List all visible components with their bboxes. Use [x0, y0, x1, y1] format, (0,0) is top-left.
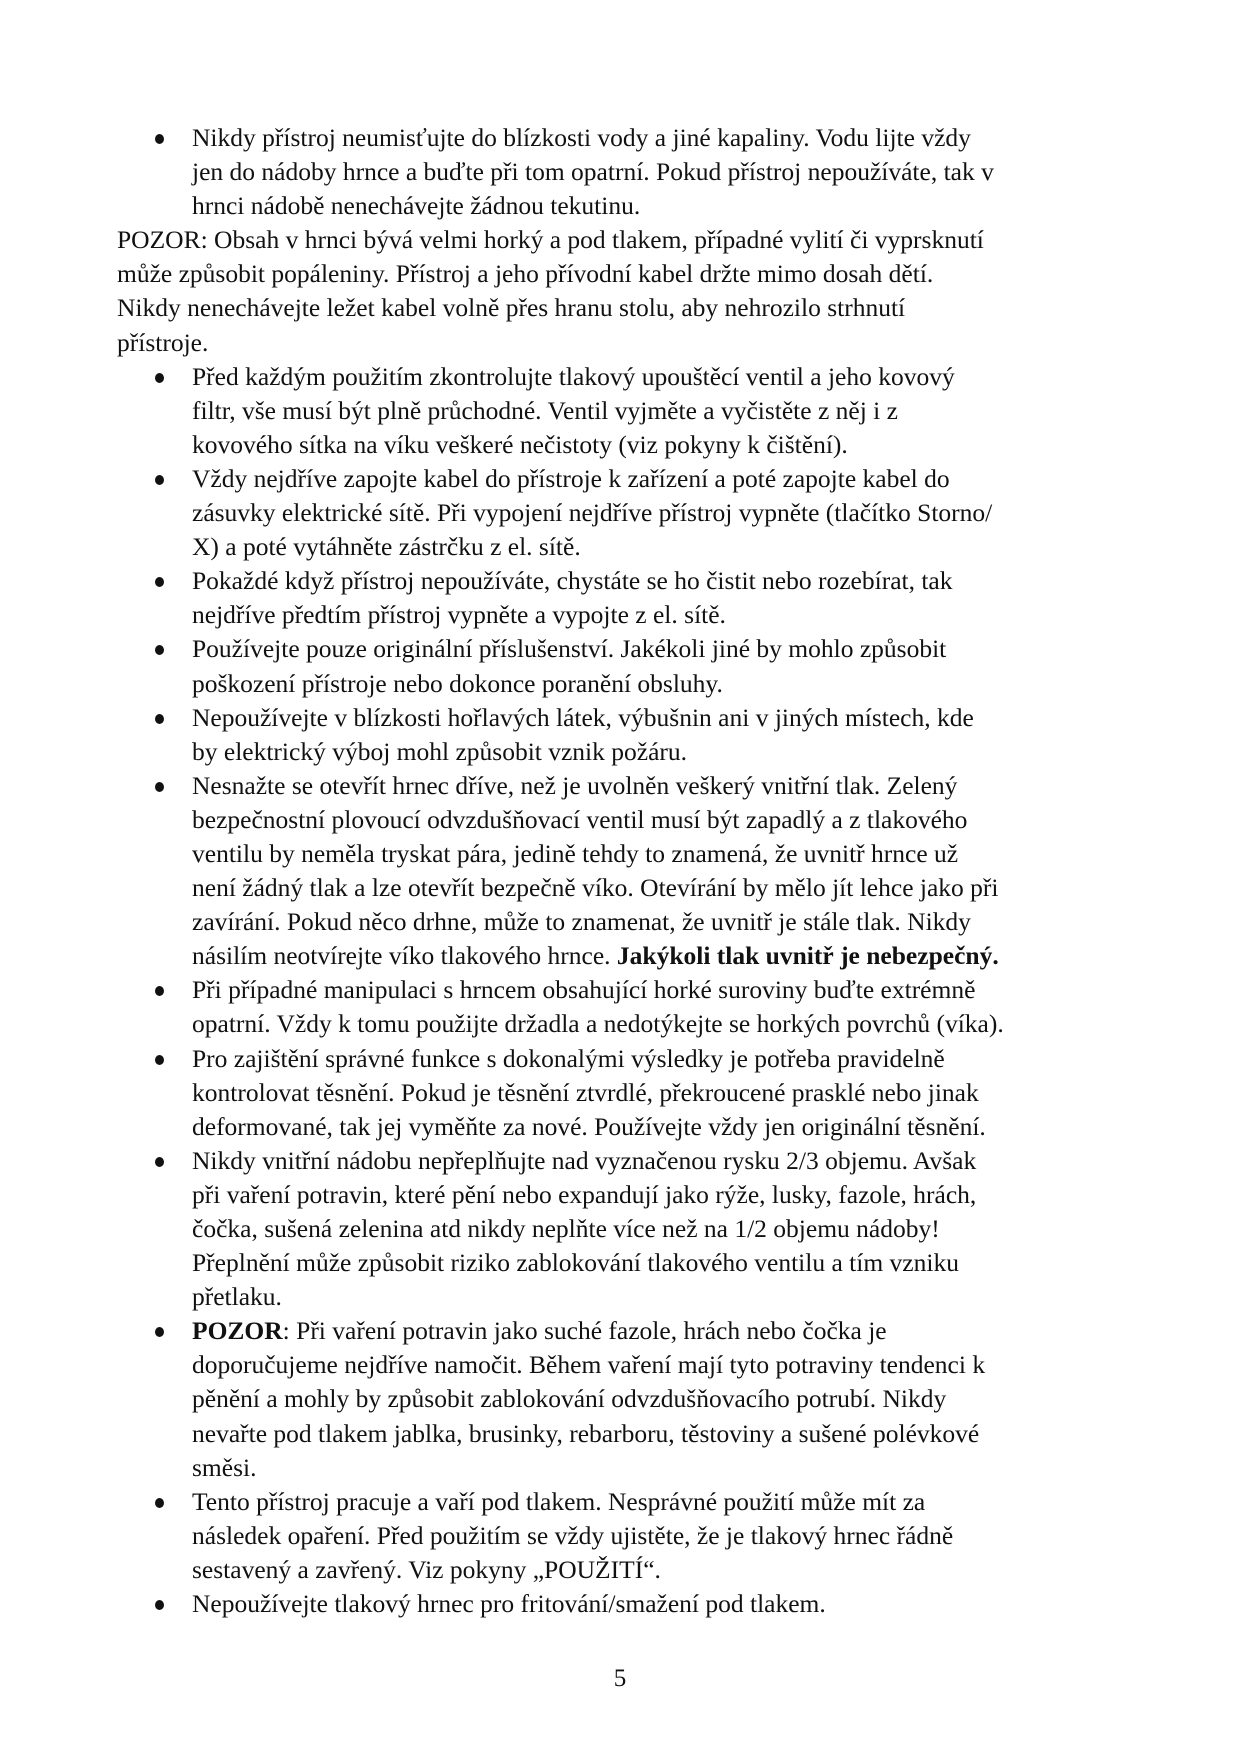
paragraph [117, 223, 1127, 359]
text-line [117, 530, 1127, 564]
text-line [117, 1110, 1127, 1144]
text-line [117, 905, 1127, 939]
line-text: Nikdy nenechávejte ležet kabel volně přes hranu stolu, aby nehrozilo strhnutí [117, 293, 906, 323]
text-line [117, 1451, 1127, 1485]
text-line [117, 735, 1127, 769]
text-line [117, 1519, 1127, 1553]
line-text: ventilu by neměla tryskat pára, jedině tehdy to znamená, že uvnitř hrnce už [192, 838, 959, 868]
text-line [117, 462, 1127, 496]
line-text: čočka, sušená zelenina atd nikdy neplňte více než na 1/2 objemu nádoby! [192, 1214, 940, 1243]
line-text: Vždy nejdříve zapojte kabel do přístroje k zařízení a poté zapojte kabel do [192, 463, 950, 493]
line-text: pěnění a mohly by způsobit zablokování odvzdušňovacího potrubí. Nikdy [192, 1384, 947, 1414]
text-line [117, 121, 1127, 155]
line-text: Pro zajištění správné funkce s dokonalými výsledky je potřeba pravidelně [192, 1043, 945, 1073]
text-line [117, 360, 1127, 394]
line-text: X) a poté vytáhněte zástrčku z el. sítě. [192, 532, 581, 562]
line-text: opatrní. Vždy k tomu použijte držadla a nedotýkejte se horkých povrchů (víka). [192, 1009, 1004, 1039]
line-text: Přeplnění může způsobit riziko zablokování tlakového ventilu a tím vzniku [192, 1248, 959, 1278]
text-line [117, 257, 1127, 291]
bullet-item [117, 1314, 1127, 1484]
bullet-item [117, 564, 1127, 632]
line-text: Tento přístroj pracuje a vaří pod tlakem. Nesprávné použití může mít za [192, 1486, 926, 1516]
line-text: Pokaždé když přístroj nepoužíváte, chystáte se ho čistit nebo rozebírat, tak [192, 566, 953, 596]
bullet-icon [155, 714, 164, 724]
text-line [117, 973, 1127, 1007]
line-text: přetlaku. [192, 1282, 282, 1312]
line-text: kovového sítka na víku veškeré nečistoty (viz pokyny k čištění). [192, 429, 848, 459]
text-line [117, 189, 1127, 223]
text-line [117, 769, 1127, 803]
line-text: hrnci nádobě nenechávejte žádnou tekutinu. [192, 191, 641, 221]
text-line [117, 1348, 1127, 1382]
bullet-item [117, 1587, 1127, 1621]
text-line [117, 1485, 1127, 1519]
text-line [117, 701, 1127, 735]
line-text: nejdříve předtím přístroj vypněte a vypojte z el. sítě. [192, 600, 726, 630]
line-text: deformované, tak jej vyměňte za nové. Používejte vždy jen originální těsnění. [192, 1111, 986, 1141]
line-text: kontrolovat těsnění. Pokud je těsnění ztvrdlé, překroucené prasklé nebo jinak [192, 1077, 979, 1107]
line-text: při vaření potravin, které pění nebo expandují jako rýže, lusky, fazole, hrách, [192, 1179, 977, 1209]
bullet-item [117, 1485, 1127, 1587]
text-line [117, 871, 1127, 905]
line-text: zavírání. Pokud něco drhne, může to znamenat, že uvnitř je stále tlak. Nikdy [192, 907, 971, 937]
line-text: Nikdy vnitřní nádobu nepřeplňujte nad vyznačenou rysku 2/3 objemu. Avšak [192, 1145, 977, 1175]
line-text: nevařte pod tlakem jablka, brusinky, rebarboru, těstoviny a sušené polévkové [192, 1418, 980, 1448]
text-line [117, 667, 1127, 701]
text-line [117, 428, 1127, 462]
text-line [117, 564, 1127, 598]
text-line [117, 223, 1127, 257]
text-line [117, 1212, 1127, 1246]
bullet-icon [155, 475, 164, 485]
bullet-icon [155, 1498, 164, 1508]
line-text: POZOR: Obsah v hrnci bývá velmi horký a pod tlakem, případné vylití či vyprsknutí [117, 225, 984, 255]
line-text: může způsobit popáleniny. Přístroj a jeho přívodní kabel držte mimo dosah dětí. [117, 259, 934, 289]
text-line [117, 394, 1127, 428]
line-text: sestavený a zavřený. Viz pokyny „POUŽITÍ“. [192, 1554, 661, 1584]
bullet-item [117, 1042, 1127, 1144]
bullet-item [117, 973, 1127, 1041]
bullet-item [117, 632, 1127, 700]
line-text: poškození přístroje nebo dokonce poranění obsluhy. [192, 668, 723, 698]
text-line [117, 939, 1127, 973]
line-text: Nesnažte se otevřít hrnec dříve, než je uvolněn veškerý vnitřní tlak. Zelený [192, 770, 958, 800]
bullet-icon [155, 782, 164, 792]
document-body [117, 121, 1127, 1621]
bullet-item [117, 1144, 1127, 1314]
line-text: Před každým použitím zkontrolujte tlakový upouštěcí ventil a jeho kovový [192, 361, 955, 391]
bold-lead: POZOR [192, 1316, 283, 1346]
bullet-icon [155, 134, 164, 144]
line-text: by elektrický výboj mohl způsobit vznik požáru. [192, 736, 688, 766]
text-line [117, 326, 1127, 360]
line-text: : Při vaření potravin jako suché fazole, hrách nebo čočka je [282, 1316, 887, 1346]
line-text: Při případné manipulaci s hrncem obsahující horké suroviny buďte extrémně [192, 975, 976, 1005]
text-line [117, 496, 1127, 530]
text-line [117, 1076, 1127, 1110]
line-text: filtr, vše musí být plně průchodné. Ventil vyjměte a vyčistěte z něj i z [192, 395, 898, 425]
line-text: Nepoužívejte v blízkosti hořlavých látek, výbušnin ani v jiných místech, kde [192, 702, 974, 732]
text-line [117, 1382, 1127, 1416]
text-line [117, 1314, 1127, 1348]
text-line [117, 155, 1127, 189]
line-text: bezpečnostní plovoucí odvzdušňovací ventil musí být zapadlý a z tlakového [192, 804, 968, 834]
page-number: 5 [613, 1665, 627, 1692]
bullet-icon [155, 373, 164, 383]
bold-warning: Jakýkoli tlak uvnitř je nebezpečný. [616, 941, 999, 971]
text-line [117, 837, 1127, 871]
text-line [117, 598, 1127, 632]
text-line [117, 1144, 1127, 1178]
text-line [117, 1417, 1127, 1451]
text-line [117, 1246, 1127, 1280]
line-text: násilím neotvírejte víko tlakového hrnce. [192, 941, 617, 971]
text-line [117, 1042, 1127, 1076]
line-text: Nepoužívejte tlakový hrnec pro fritování/smažení pod tlakem. [192, 1589, 826, 1619]
line-text: jen do nádoby hrnce a buďte při tom opatrní. Pokud přístroj nepoužíváte, tak v [192, 157, 994, 187]
bullet-icon [155, 1600, 164, 1610]
text-line [117, 803, 1127, 837]
bullet-item [117, 701, 1127, 769]
bullet-icon [155, 1055, 164, 1065]
text-line [117, 1280, 1127, 1314]
line-text: směsi. [192, 1452, 257, 1482]
line-text: není žádný tlak a lze otevřít bezpečně víko. Otevírání by mělo jít lehce jako při [192, 873, 999, 903]
line-text: Nikdy přístroj neumisťujte do blízkosti vody a jiné kapaliny. Vodu lijte vždy [192, 123, 971, 152]
bullet-icon [155, 1157, 164, 1167]
line-text: přístroje. [117, 327, 209, 357]
text-line [117, 1178, 1127, 1212]
line-text: zásuvky elektrické sítě. Při vypojení nejdříve přístroj vypněte (tlačítko Storno/ [192, 498, 993, 528]
text-line [117, 1007, 1127, 1041]
text-line [117, 632, 1127, 666]
line-text: doporučujeme nejdříve namočit. Během vaření mají tyto potraviny tendenci k [192, 1350, 986, 1380]
bullet-item [117, 121, 1127, 223]
text-line [117, 1553, 1127, 1587]
line-text: následek opaření. Před použitím se vždy ujistěte, že je tlakový hrnec řádně [192, 1520, 954, 1550]
bullet-item [117, 462, 1127, 564]
bullet-item [117, 769, 1127, 974]
text-line [117, 291, 1127, 325]
text-line [117, 1587, 1127, 1621]
bullet-item [117, 360, 1127, 462]
line-text: Používejte pouze originální příslušenství. Jakékoli jiné by mohlo způsobit [192, 634, 947, 664]
